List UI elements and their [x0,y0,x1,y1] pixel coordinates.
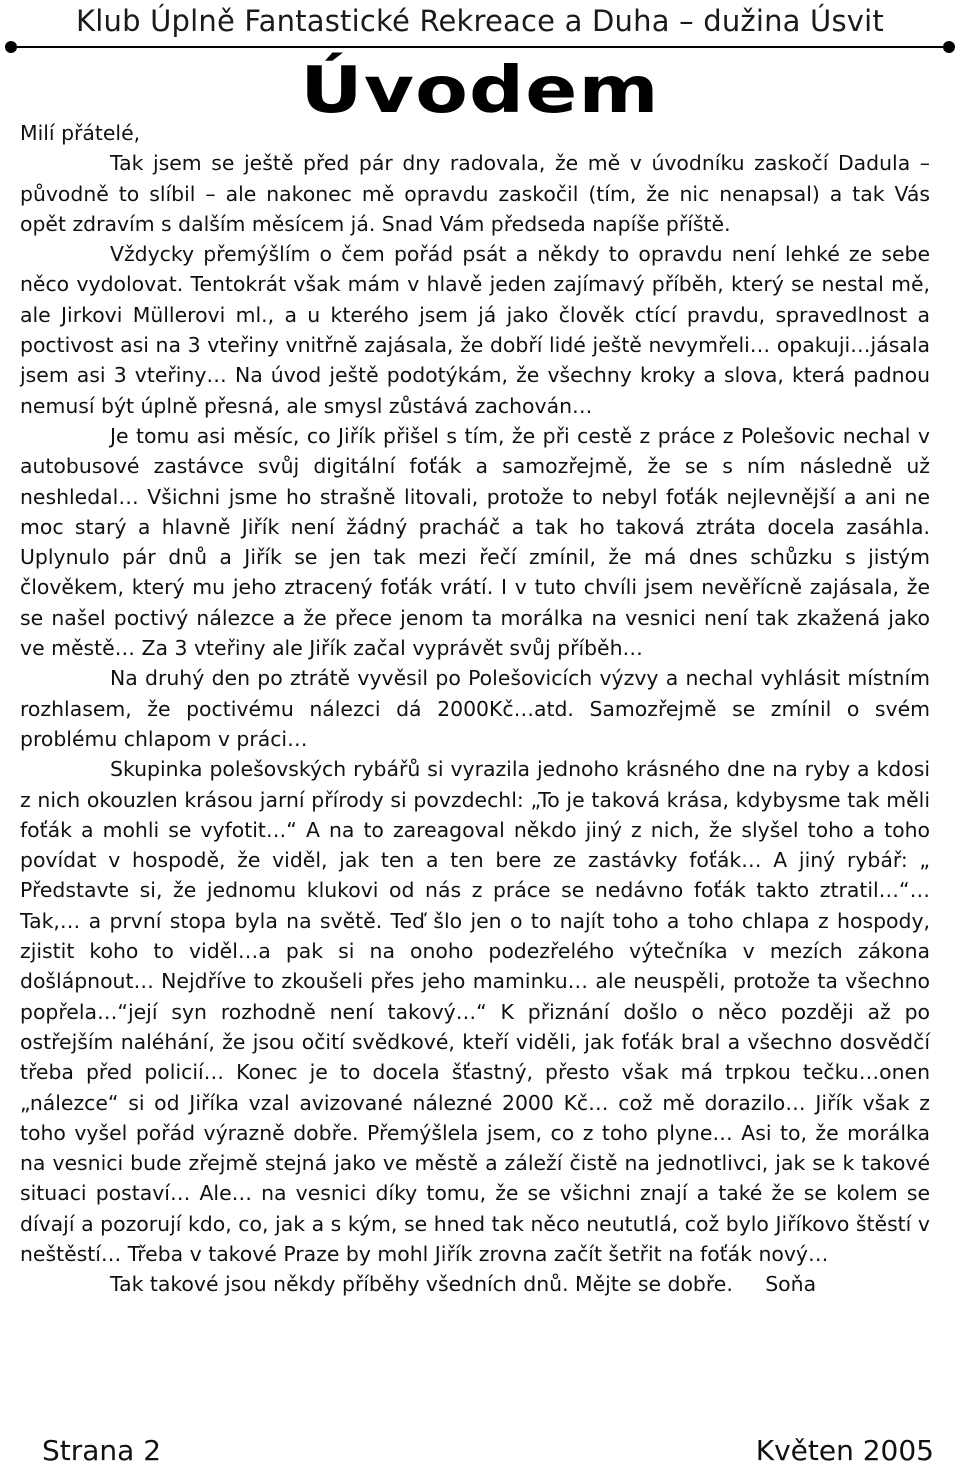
paragraph: Je tomu asi měsíc, co Jiřík přišel s tím, že při cestě z práce z Polešovic nechal v autobusové zastávce svůj digitální foťák a samozřejmě, že se s ním následně už neshledal… Všichni jsme ho strašně litovali, protože to nebyl foťák nejlevnější a ani ne moc starý a hlavně Jiřík není žádný pracháč a tak ho taková ztráta docela zasáhla. Uplynulo pár dnů a Jiřík se jen tak mezi řečí zmínil, že má dnes schůzku s jistým člověkem, který mu jeho ztracený foťák vrátí. I v tuto chvíli jsem nevěřícně zajásala, že se našel poctivý nálezce a že přece jenom ta morálka na vesnici není tak zkažená jako ve městě… Za 3 vteřiny ale Jiřík začal vyprávět svůj příběh… [20,423,930,661]
paragraph: Vždycky přemýšlím o čem pořád psát a někdy to opravdu není lehké ze sebe něco vydolovat. Tentokrát však mám v hlavě jeden zajímavý příběh, který se nestal mě, ale Jirkovi Müllerovi ml., a u kterého jsem já jako člověk ctící pravdu, spravedlnost a poctivost asi na 3 vteřiny vnitřně zajásala, že dobří lidé ještě nevymřeli… opakuji…jásala jsem asi 3 vteřiny… Na úvod ještě podotýkám, že všechny kroky a slova, která padnou nemusí být úplně přesná, ale smysl zůstává zachován… [20,242,930,418]
article-body [20,118,930,1300]
paragraph: Skupinka polešovských rybářů si vyrazila jednoho krásného dne na ryby a kdosi z nich okouzlen krásou jarní přírody si povzdechl: „To je taková krása, kdybysme tak měli foťák a mohli se vyfotit…“ A na to zareagoval někdo jiný z nich, že slyšel toho a toho povídat v hospodě, že viděl, jak ten a ten bere ze zastávky foťák… A jiný rybář: „ Představte si, že jednomu klukovi od nás z práce se nedávno foťák takto ztratil…“… Tak,… a první stopa byla na světě. Teď šlo jen o to najít toho a toho chlapa z hospody, zjistit koho to viděl…a pak si na onoho podezřelého výtečníka v mezích zákona došlápnout… Nejdříve to zkoušeli přes jeho maminku… ale neuspěli, protože ta všechno popřela…“její syn rozhodně není takový…“ K přiznání došlo o něco později až po ostřejším naléhání, že jsou očití svědkové, kteří viděli, jak foťák bral a všechno dosvědčí třeba před policií… Konec je to docela šťastný, přesto však má trpkou tečku…onen „nálezce“ si od Jiříka vzal avizované nálezné 2000 Kč… což mě dorazilo… Jiřík však z toho vyšel pořád výrazně dobře. Přemýšlela jsem, co z toho plyne… Asi to, že morálka na vesnici bude zřejmě stejná jako ve městě a záleží čistě na jednotlivci, jak se k takové situaci postaví… Ale… na vesnici díky tomu, že se všichni znají a také že se kolem se dívají a pozorují kdo, co, jak a s kým, se hned tak něco neututlá, což bylo Jiříkovo štěstí v neštěstí… Třeba v takové Praze by mohl Jiřík zrovna začít šetřit na foťák nový… [20,757,930,1266]
paragraph: Tak jsem se ještě před pár dny radovala, že mě v úvodníku zaskočí Dadula – původně to slíbil – ale nakonec mě opravdu zaskočil (tím, že nic nenapsal) a tak Vás opět zdravím s dalším měsícem já. Snad Vám předseda napíše příště. [20,151,930,236]
closing-paragraph: Tak takové jsou někdy příběhy všedních dnů. Mějte se dobře. Soňa [110,1272,817,1297]
page-number: Strana 2 [42,1434,162,1467]
paragraph: Na druhý den po ztrátě vyvěsil po Polešovicích výzvy a nechal vyhlásit místním rozhlasem, že poctivému nálezci dá 2000Kč…atd. Samozřejmě se zmínil o svém problému chlapom v práci… [20,666,930,751]
header-divider [12,46,948,48]
greeting: Milí přátelé, [20,121,141,145]
newsletter-header: Klub Úplně Fantastické Rekreace a Duha – dužina Úsvit [76,4,884,38]
article-title: Úvodem [300,54,660,128]
issue-date: Květen 2005 [755,1434,934,1467]
